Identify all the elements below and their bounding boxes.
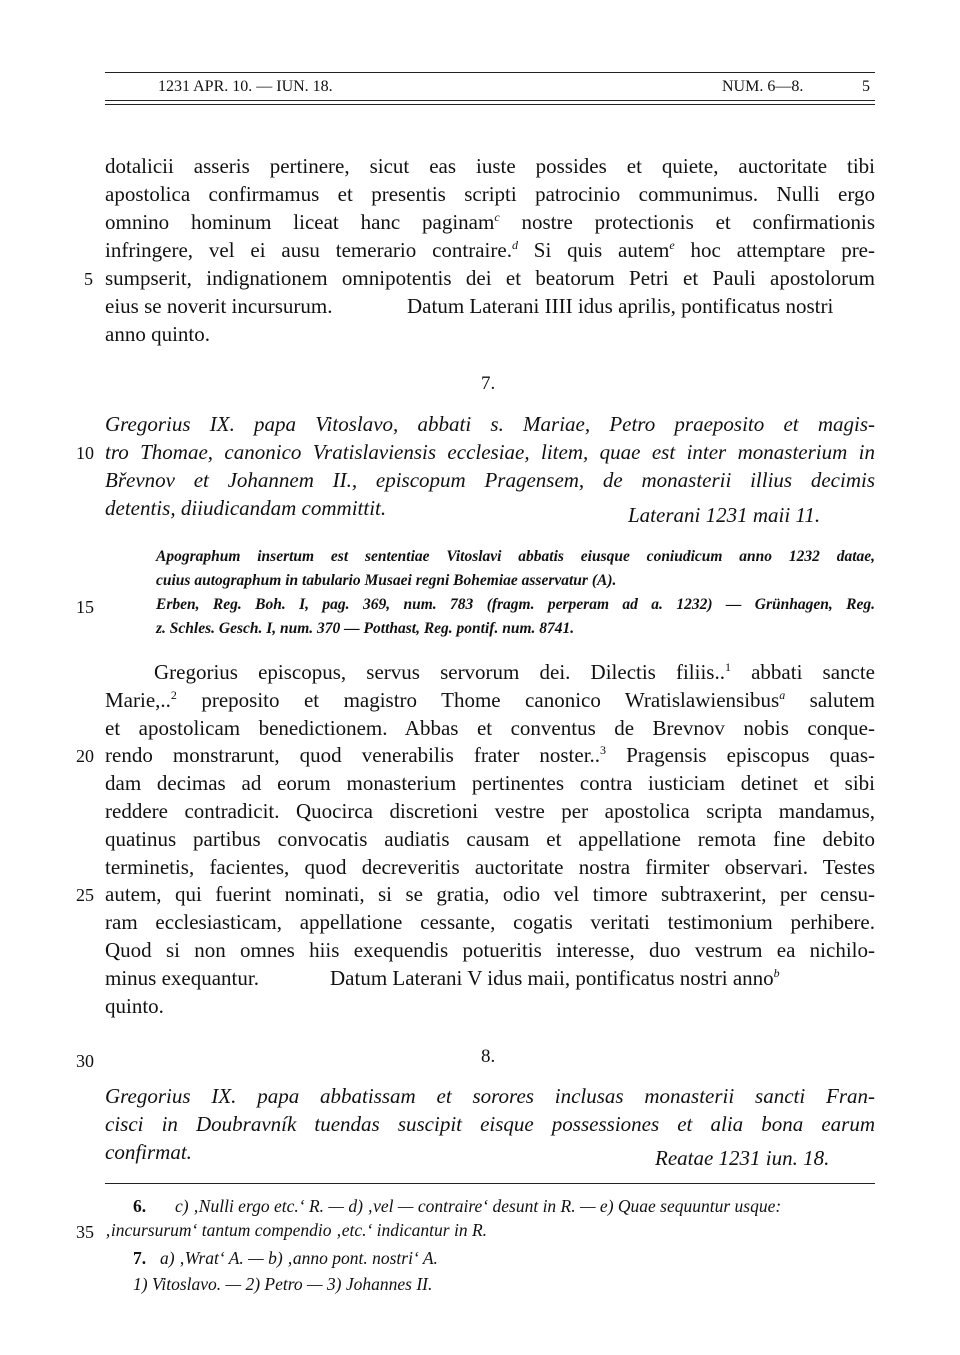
text-line: Gregorius episcopus, servus servorum dei. Dilectis filiis..$^1$ abbati sancte bbox=[154, 660, 876, 684]
regest-date: Reatae 1231 iun. 18. bbox=[655, 1146, 830, 1170]
text-line: quinto. bbox=[105, 994, 164, 1018]
footnote-line: 1) Vitoslavo. — 2) Petro — 3) Johannes II. bbox=[133, 1274, 433, 1294]
source-note-line: Erben, Reg. Boh. I, pag. 369, num. 783 (fragm. perperam ad a. 1232) — Grünhagen, Reg. bbox=[156, 596, 875, 613]
text-line: terminetis, facientes, quod decreveritis auctoritate nostra firmiter observari. Testes bbox=[105, 855, 875, 879]
regest-line: cisci in Doubravník tuendas suscipit eisque possessiones et alia bona earum bbox=[105, 1112, 875, 1136]
document-number-7: 7. bbox=[481, 373, 496, 394]
line-number: 20 bbox=[76, 746, 94, 766]
regest-line: tro Thomae, canonico Vratislaviensis ecclesiae, litem, quae est inter monasterium in bbox=[105, 440, 875, 464]
header-bottom-rule bbox=[105, 100, 875, 101]
line-number: 35 bbox=[76, 1222, 94, 1242]
regest-line: Břevnov et Johannem II., episcopum Pragensem, de monasterii illius decimis bbox=[105, 468, 875, 492]
footnote-rule bbox=[105, 1183, 875, 1184]
regest-line: detentis, diiudicandam committit. bbox=[105, 496, 387, 520]
text-line: sumpserit, indignationem omnipotentis dei et beatorum Petri et Pauli apostolorum bbox=[105, 266, 875, 290]
regest-date: Laterani 1231 maii 11. bbox=[628, 503, 821, 527]
text-line: omnino hominum liceat hanc paginam$^c$ nostre protectionis et confirmationis bbox=[105, 210, 876, 234]
header-top-rule bbox=[105, 72, 875, 73]
source-note-line: cuius autographum in tabulario Musaei regni Bohemiae asservatur (A). bbox=[156, 572, 617, 589]
regest-line: Gregorius IX. papa abbatissam et sorores inclusas monasterii sancti Fran- bbox=[105, 1084, 875, 1108]
dating-clause: Datum Laterani V idus maii, pontificatus nostri anno$^b$ bbox=[330, 966, 780, 990]
line-number: 25 bbox=[76, 885, 94, 905]
line-number: 30 bbox=[76, 1051, 94, 1071]
text-line: dam decimas ad eorum monasterium pertinentes contra iusticiam detinet et sibi bbox=[105, 771, 875, 795]
line-number: 15 bbox=[76, 597, 94, 617]
source-note-line: z. Schles. Gesch. I, num. 370 — Potthast, Reg. pontif. num. 8741. bbox=[156, 620, 575, 637]
footnote-line: c) ‚Nulli ergo etc.‘ R. — d) ‚vel — contraire‘ desunt in R. — e) Quae sequuntur usque: bbox=[175, 1196, 782, 1216]
line-number: 5 bbox=[84, 269, 93, 289]
text-line: Quod si non omnes hiis exequendis potueritis interesse, duo vestrum ea nichilo- bbox=[105, 938, 875, 962]
text-line: minus exequantur. bbox=[105, 966, 259, 990]
text-line: et apostolicam benedictionem. Abbas et conventus de Brevnov nobis conque- bbox=[105, 716, 875, 740]
text-line: rendo monstrarunt, quod venerabilis frater noster..$^3$ Pragensis episcopus quas- bbox=[105, 743, 875, 767]
text-line: apostolica confirmamus et presentis scripti patrocinio communimus. Nulli ergo bbox=[105, 182, 875, 206]
text-line: eius se noverit incursurum. bbox=[105, 294, 333, 318]
text-line: anno quinto. bbox=[105, 322, 210, 346]
text-line: autem, qui fuerint nominati, si se gratia, odio vel timore subtraxerint, per censu- bbox=[105, 882, 875, 906]
source-note-line: Apographum insertum est sententiae Vitoslavi abbatis eiusque coniudicum anno 1232 datae, bbox=[156, 548, 875, 565]
text-line: quatinus partibus convocatis audiatis causam et appellatione remota fine debito bbox=[105, 827, 875, 851]
footnote-line: a) ‚Wrat‘ A. — b) ‚anno pont. nostri‘ A. bbox=[160, 1248, 438, 1268]
header-document-numbers: NUM. 6—8. bbox=[722, 78, 804, 95]
text-line: ram ecclesiasticam, appellatione cessante, cogatis veritati testimonium perhibere. bbox=[105, 910, 875, 934]
footnote-line: ‚incursurum‘ tantum compendio ‚etc.‘ indicantur in R. bbox=[105, 1220, 488, 1240]
text-line: infringere, vel ei ausu temerario contraire.$^d$ Si quis autem$^e$ hoc attemptare pre- bbox=[105, 238, 875, 262]
header-date-range: 1231 APR. 10. — IUN. 18. bbox=[158, 78, 333, 95]
document-number-8: 8. bbox=[481, 1046, 496, 1067]
text-line: reddere contradicit. Quocirca discretioni vestre per apostolica scripta mandamus, bbox=[105, 799, 875, 823]
dating-clause: Datum Laterani IIII idus aprilis, pontificatus nostri bbox=[407, 294, 834, 318]
text-line: Marie,..$^2$ preposito et magistro Thome canonico Wratislawiensibus$^a$ salutem bbox=[105, 688, 875, 712]
regest-line: Gregorius IX. papa Vitoslavo, abbati s. Mariae, Petro praeposito et magis- bbox=[105, 412, 875, 436]
regest-line: confirmat. bbox=[105, 1140, 192, 1164]
header-double-rule bbox=[105, 104, 875, 105]
page-number: 5 bbox=[862, 78, 870, 95]
footnote-doc-number: 6. bbox=[133, 1196, 147, 1216]
text-line: dotalicii asseris pertinere, sicut eas iuste possides et quiete, auctoritate tibi bbox=[105, 154, 875, 178]
footnote-doc-number: 7. bbox=[133, 1248, 147, 1268]
line-number: 10 bbox=[76, 443, 94, 463]
